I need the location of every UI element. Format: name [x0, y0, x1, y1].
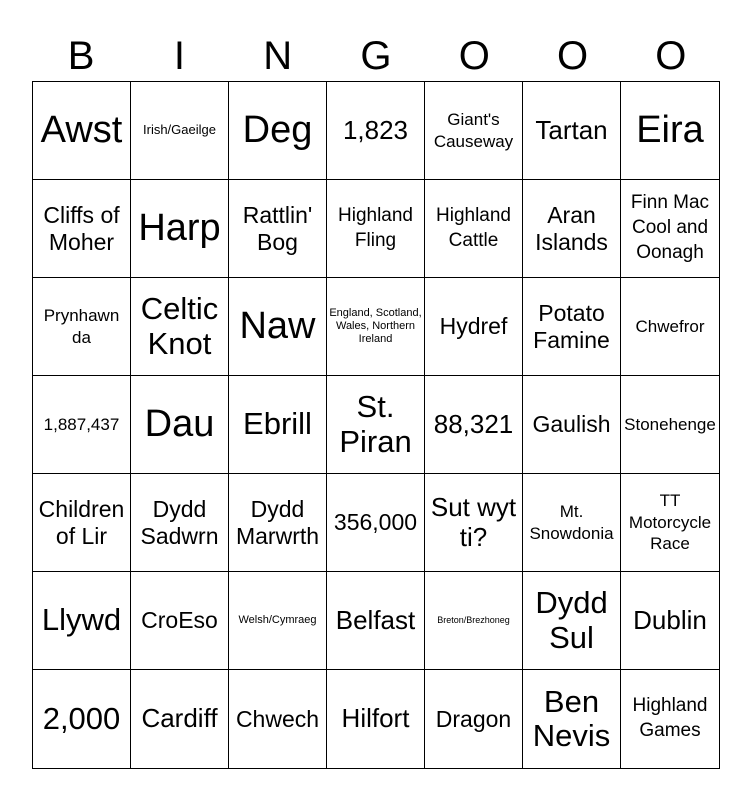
bingo-cell[interactable]: Children of Lir — [33, 474, 131, 572]
bingo-cell[interactable]: Dragon — [425, 670, 523, 768]
bingo-cell[interactable]: CroEso — [131, 572, 229, 670]
header-letter: O — [557, 34, 589, 78]
header-letter: N — [263, 34, 293, 78]
bingo-cell[interactable]: Harp — [131, 180, 229, 278]
header-letter: G — [360, 34, 392, 78]
bingo-cell[interactable]: Belfast — [327, 572, 425, 670]
bingo-cell[interactable]: Breton/Brezhoneg — [425, 572, 523, 670]
bingo-cell[interactable]: Highland Fling — [327, 180, 425, 278]
bingo-cell[interactable]: Dau — [131, 376, 229, 474]
bingo-cell[interactable]: Naw — [229, 278, 327, 376]
bingo-cell[interactable]: Dydd Marwrth — [229, 474, 327, 572]
bingo-cell[interactable]: Deg — [229, 82, 327, 180]
bingo-card-grid — [32, 81, 720, 769]
bingo-cell[interactable]: Cliffs of Moher — [33, 180, 131, 278]
bingo-cell[interactable]: England, Scotland, Wales, Northern Ireland — [327, 278, 425, 376]
bingo-cell[interactable]: Welsh/Cymraeg — [229, 572, 327, 670]
bingo-cell[interactable]: 1,887,437 — [33, 376, 131, 474]
bingo-cell[interactable]: Giant's Causeway — [425, 82, 523, 180]
header-letter: B — [67, 34, 95, 78]
bingo-cell[interactable]: St. Piran — [327, 376, 425, 474]
header-letter: O — [458, 34, 490, 78]
bingo-cell[interactable]: Dublin — [621, 572, 719, 670]
bingo-cell[interactable]: 88,321 — [425, 376, 523, 474]
header-letter: I — [173, 34, 185, 78]
bingo-cell[interactable]: Gaulish — [523, 376, 621, 474]
bingo-cell[interactable]: Ebrill — [229, 376, 327, 474]
bingo-cell[interactable]: 356,000 — [327, 474, 425, 572]
bingo-cell[interactable]: Sut wyt ti? — [425, 474, 523, 572]
bingo-cell[interactable]: Mt. Snowdonia — [523, 474, 621, 572]
bingo-cell[interactable]: Stonehenge — [621, 376, 719, 474]
bingo-cell[interactable]: Llywd — [33, 572, 131, 670]
bingo-cell[interactable]: Finn Mac Cool and Oonagh — [621, 180, 719, 278]
bingo-cell[interactable]: Highland Cattle — [425, 180, 523, 278]
bingo-cell[interactable]: Irish/Gaeilge — [131, 82, 229, 180]
bingo-cell[interactable]: Chwefror — [621, 278, 719, 376]
bingo-cell[interactable]: Dydd Sadwrn — [131, 474, 229, 572]
bingo-cell[interactable]: Cardiff — [131, 670, 229, 768]
bingo-cell[interactable]: Chwech — [229, 670, 327, 768]
bingo-cell[interactable]: Potato Famine — [523, 278, 621, 376]
bingo-cell[interactable]: Tartan — [523, 82, 621, 180]
bingo-cell[interactable]: Eira — [621, 82, 719, 180]
bingo-header — [32, 30, 720, 82]
bingo-cell[interactable]: Prynhawn da — [33, 278, 131, 376]
bingo-cell[interactable]: Hilfort — [327, 670, 425, 768]
bingo-cell[interactable]: Hydref — [425, 278, 523, 376]
bingo-cell[interactable]: Rattlin' Bog — [229, 180, 327, 278]
bingo-cell[interactable]: Highland Games — [632, 695, 708, 741]
bingo-cell[interactable]: Celtic Knot — [131, 278, 229, 376]
bingo-cell[interactable]: Awst — [33, 82, 131, 180]
bingo-cell[interactable]: Aran Islands — [523, 180, 621, 278]
header-letter: O — [655, 34, 687, 78]
bingo-cell[interactable]: Dydd Sul — [523, 572, 621, 670]
bingo-cell[interactable]: 2,000 — [33, 670, 131, 768]
bingo-cell[interactable]: TT Motorcycle Race — [621, 474, 719, 572]
bingo-cell[interactable]: 1,823 — [327, 82, 425, 180]
bingo-cell[interactable]: Ben Nevis — [523, 670, 621, 768]
